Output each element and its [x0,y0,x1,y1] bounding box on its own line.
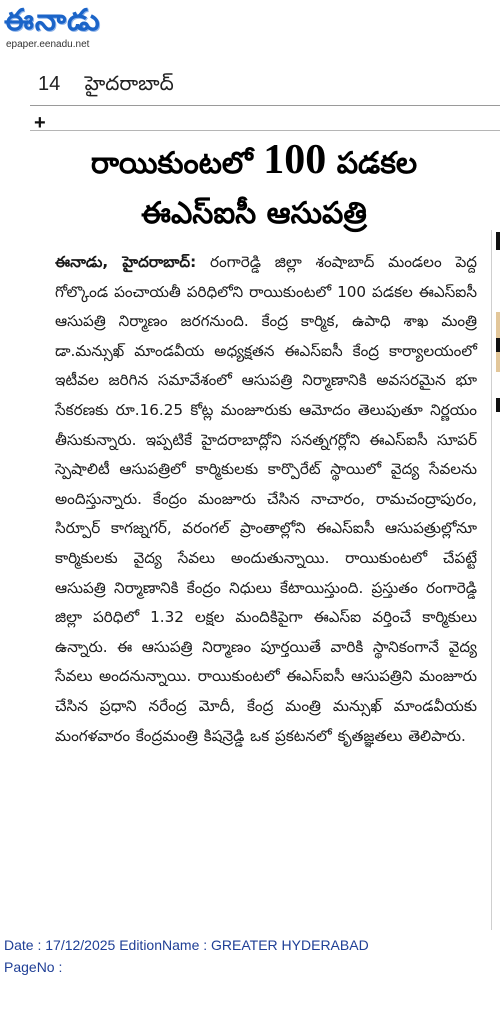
masthead [4,2,144,54]
edition-date-line: Date : 17/12/2025 EditionName : GREATER HYDERABAD [4,937,369,953]
headline-number: 100 [263,137,327,183]
crosshair-mark-icon: + [34,112,46,134]
article-headline [34,136,474,240]
article-top-divider [30,130,500,131]
eenadu-logo: ఈనాడు [4,3,101,38]
headline-line-1 [34,136,474,188]
headline-text: రాయికుంటలో [90,146,253,181]
section-name: హైదరాబాద్ [84,71,174,95]
logo-site-url: epaper.eenadu.net [6,39,90,50]
header-divider [30,105,500,106]
edition-footer [4,934,494,978]
article-dateline: ఈనాడు, హైదరాబాద్: [55,253,197,271]
page-header [38,68,458,98]
article-text: రంగారెడ్డి జిల్లా శంషాబాద్ మండలం పెద్ద గోల్కొండ పంచాయతీ పరిధిలోని రాయికుంటలో 100 పడకల ఈఎస్ఐసీ ఆసుపత్రి నిర్మాణం జరగనుంది. కేంద్ర కార్మిక, ఉపాధి శాఖ మంత్రి డా.మన్సుఖ్ మాండవీయ అధ్యక్షతన ఈఎస్ఐసీ కేంద్ర కార్యాలయంలో ఇటీవల జరిగిన సమావేశంలో ఆసుపత్రి నిర్మాణానికి అవసరమైన భూ సేకరణకు రూ.16.25 కోట్ల మంజూరుకు ఆమోదం తెలుపుతూ నిర్ణయం తీసుకున్నారు. ఇప్పటికే హైదరాబాద్లోని సనత్నగర్లోని ఈఎస్ఐసీ సూపర్ స్పెషాలిటీ ఆసుపత్రిలో కార్మికులకు కార్పొరేట్ స్థాయిలో వైద్య సేవలను అందిస్తున్నారు. కేంద్రం మంజూరు చేసిన నాచారం, రామచంద్రాపురం, సిర్పూర్ కాగజ్నగర్, వరంగల్ ప్రాంతాల్లోని ఈఎస్ఐసీ ఆసుపత్రుల్లోనూ కార్మికులకు వైద్య సేవలు అందుతున్నాయి. రాయికుంటలో చేపట్టే ఆసుపత్రి నిర్మాణానికి కేంద్రం నిధులు కేటాయిస్తుంది. ప్రస్తుతం రంగారెడ్డి జిల్లా పరిధిలో 1.32 లక్షల మందికిపైగా ఈఎస్ఐ వర్తించే కార్మికులు ఉన్నారు. ఈ ఆసుపత్రి నిర్మాణం పూర్తయితే వారికి స్థానికంగానే వైద్య సేవలు అందనున్నాయి. రాయికుంటలో ఈఎస్ఐసీ ఆసుపత్రిని మంజూరు చేసిన ప్రధాని నరేంద్ర మోదీ, కేంద్ర మంత్రి మన్సుఖ్ మాండవీయకు మంగళవారం కేంద్రమంత్రి కిషన్రెడ్డి ఒక ప్రకటనలో కృతజ్ఞతలు తెలిపారు. [55,253,477,745]
neighbour-column-mark [496,232,500,250]
neighbour-column-mark [496,398,500,412]
neighbour-column-mark [496,338,500,352]
page-number: 14 [38,73,61,95]
headline-text: పడకల [336,146,418,181]
page-number-line: PageNo : [4,959,63,975]
article-body [55,248,477,751]
headline-line-2: ఈఎస్ఐసీ ఆసుపత్రి [141,196,367,231]
